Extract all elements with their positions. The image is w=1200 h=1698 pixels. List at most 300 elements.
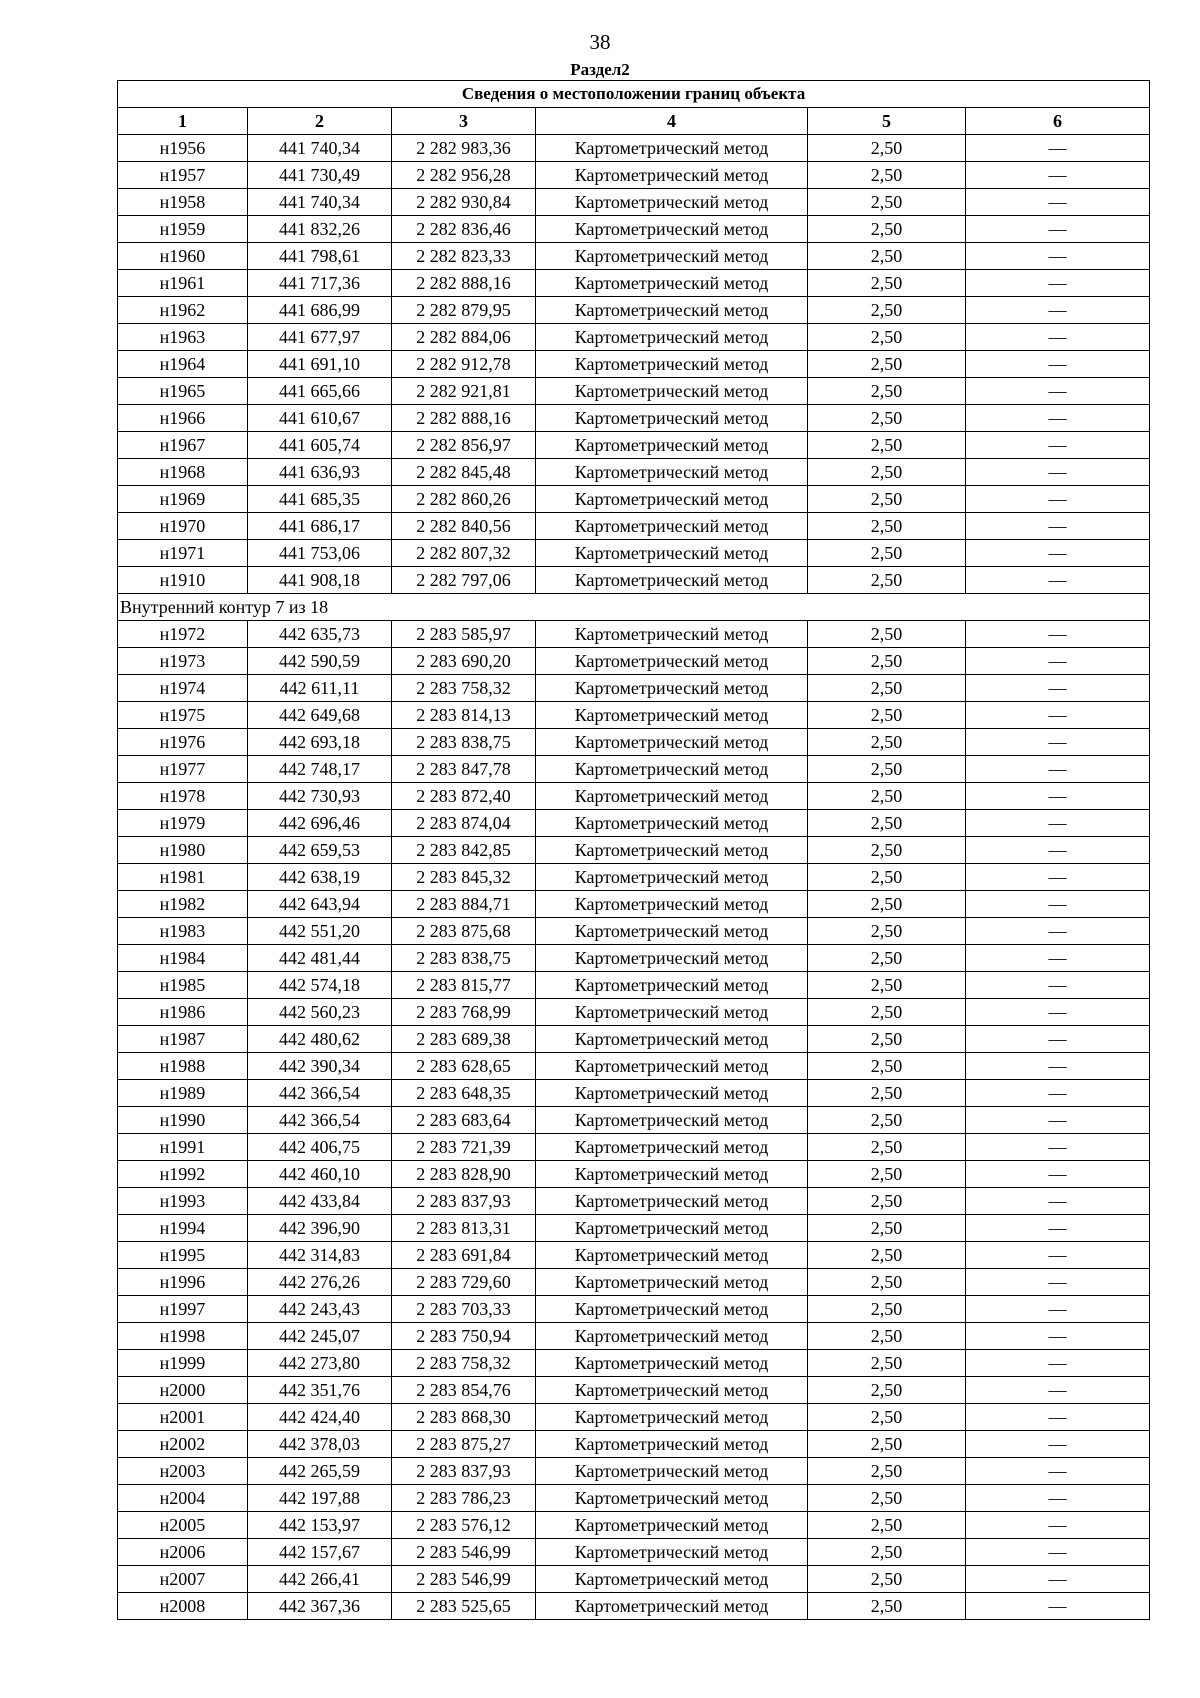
accuracy-cell: 2,50 xyxy=(808,1296,966,1323)
method-cell: Картометрический метод xyxy=(536,189,808,216)
x-coordinate-cell: 441 691,10 xyxy=(248,351,392,378)
x-coordinate-cell: 442 243,43 xyxy=(248,1296,392,1323)
x-coordinate-cell: 442 276,26 xyxy=(248,1269,392,1296)
description-cell: — xyxy=(966,540,1150,567)
description-cell: — xyxy=(966,1242,1150,1269)
accuracy-cell: 2,50 xyxy=(808,810,966,837)
x-coordinate-cell: 442 378,03 xyxy=(248,1431,392,1458)
description-cell: — xyxy=(966,1431,1150,1458)
x-coordinate-cell: 442 314,83 xyxy=(248,1242,392,1269)
point-id-cell: н1963 xyxy=(118,324,248,351)
method-cell: Картометрический метод xyxy=(536,891,808,918)
accuracy-cell: 2,50 xyxy=(808,1539,966,1566)
y-coordinate-cell: 2 282 912,78 xyxy=(392,351,536,378)
description-cell: — xyxy=(966,1593,1150,1620)
point-id-cell: н1966 xyxy=(118,405,248,432)
point-id-cell: н2008 xyxy=(118,1593,248,1620)
method-cell: Картометрический метод xyxy=(536,1431,808,1458)
accuracy-cell: 2,50 xyxy=(808,1215,966,1242)
y-coordinate-cell: 2 283 838,75 xyxy=(392,729,536,756)
description-cell: — xyxy=(966,567,1150,594)
method-cell: Картометрический метод xyxy=(536,864,808,891)
x-coordinate-cell: 442 406,75 xyxy=(248,1134,392,1161)
description-cell: — xyxy=(966,1161,1150,1188)
y-coordinate-cell: 2 282 836,46 xyxy=(392,216,536,243)
x-coordinate-cell: 441 686,99 xyxy=(248,297,392,324)
point-id-cell: н1976 xyxy=(118,729,248,756)
accuracy-cell: 2,50 xyxy=(808,1026,966,1053)
table-caption: Сведения о местоположении границ объекта xyxy=(118,81,1150,108)
description-cell: — xyxy=(966,675,1150,702)
accuracy-cell: 2,50 xyxy=(808,1404,966,1431)
method-cell: Картометрический метод xyxy=(536,1053,808,1080)
description-cell: — xyxy=(966,702,1150,729)
table-row xyxy=(118,1161,1150,1188)
accuracy-cell: 2,50 xyxy=(808,1377,966,1404)
accuracy-cell: 2,50 xyxy=(808,972,966,999)
accuracy-cell: 2,50 xyxy=(808,1188,966,1215)
method-cell: Картометрический метод xyxy=(536,729,808,756)
method-cell: Картометрический метод xyxy=(536,513,808,540)
description-cell: — xyxy=(966,378,1150,405)
x-coordinate-cell: 442 560,23 xyxy=(248,999,392,1026)
y-coordinate-cell: 2 282 888,16 xyxy=(392,270,536,297)
method-cell: Картометрический метод xyxy=(536,702,808,729)
table-row xyxy=(118,567,1150,594)
x-coordinate-cell: 441 636,93 xyxy=(248,459,392,486)
table-row xyxy=(118,1593,1150,1620)
description-cell: — xyxy=(966,216,1150,243)
y-coordinate-cell: 2 283 768,99 xyxy=(392,999,536,1026)
y-coordinate-cell: 2 283 758,32 xyxy=(392,1350,536,1377)
y-coordinate-cell: 2 282 930,84 xyxy=(392,189,536,216)
accuracy-cell: 2,50 xyxy=(808,918,966,945)
method-cell: Картометрический метод xyxy=(536,1215,808,1242)
y-coordinate-cell: 2 283 758,32 xyxy=(392,675,536,702)
y-coordinate-cell: 2 282 956,28 xyxy=(392,162,536,189)
y-coordinate-cell: 2 283 837,93 xyxy=(392,1188,536,1215)
point-id-cell: н2003 xyxy=(118,1458,248,1485)
table-row xyxy=(118,783,1150,810)
y-coordinate-cell: 2 282 860,26 xyxy=(392,486,536,513)
method-cell: Картометрический метод xyxy=(536,1107,808,1134)
method-cell: Картометрический метод xyxy=(536,1350,808,1377)
method-cell: Картометрический метод xyxy=(536,1539,808,1566)
table-row xyxy=(118,297,1150,324)
description-cell: — xyxy=(966,945,1150,972)
method-cell: Картометрический метод xyxy=(536,567,808,594)
x-coordinate-cell: 441 798,61 xyxy=(248,243,392,270)
column-header: 1 xyxy=(118,108,248,135)
table-row xyxy=(118,729,1150,756)
contour-row xyxy=(118,594,1150,621)
description-cell: — xyxy=(966,243,1150,270)
method-cell: Картометрический метод xyxy=(536,810,808,837)
y-coordinate-cell: 2 282 823,33 xyxy=(392,243,536,270)
table-row xyxy=(118,810,1150,837)
accuracy-cell: 2,50 xyxy=(808,162,966,189)
x-coordinate-cell: 441 685,35 xyxy=(248,486,392,513)
x-coordinate-cell: 442 551,20 xyxy=(248,918,392,945)
description-cell: — xyxy=(966,1539,1150,1566)
accuracy-cell: 2,50 xyxy=(808,405,966,432)
x-coordinate-cell: 441 610,67 xyxy=(248,405,392,432)
accuracy-cell: 2,50 xyxy=(808,189,966,216)
method-cell: Картометрический метод xyxy=(536,432,808,459)
y-coordinate-cell: 2 283 845,32 xyxy=(392,864,536,891)
x-coordinate-cell: 442 245,07 xyxy=(248,1323,392,1350)
y-coordinate-cell: 2 283 872,40 xyxy=(392,783,536,810)
table-row xyxy=(118,270,1150,297)
method-cell: Картометрический метод xyxy=(536,135,808,162)
y-coordinate-cell: 2 282 807,32 xyxy=(392,540,536,567)
column-number-row xyxy=(118,108,1150,135)
x-coordinate-cell: 442 574,18 xyxy=(248,972,392,999)
point-id-cell: н2002 xyxy=(118,1431,248,1458)
accuracy-cell: 2,50 xyxy=(808,945,966,972)
point-id-cell: н1957 xyxy=(118,162,248,189)
description-cell: — xyxy=(966,999,1150,1026)
table-row xyxy=(118,1323,1150,1350)
accuracy-cell: 2,50 xyxy=(808,567,966,594)
method-cell: Картометрический метод xyxy=(536,918,808,945)
y-coordinate-cell: 2 283 690,20 xyxy=(392,648,536,675)
table-row xyxy=(118,1026,1150,1053)
method-cell: Картометрический метод xyxy=(536,756,808,783)
table-row xyxy=(118,1242,1150,1269)
accuracy-cell: 2,50 xyxy=(808,729,966,756)
x-coordinate-cell: 441 753,06 xyxy=(248,540,392,567)
point-id-cell: н1995 xyxy=(118,1242,248,1269)
x-coordinate-cell: 442 460,10 xyxy=(248,1161,392,1188)
contour-label: Внутренний контур 7 из 18 xyxy=(118,594,1150,621)
y-coordinate-cell: 2 283 838,75 xyxy=(392,945,536,972)
x-coordinate-cell: 442 157,67 xyxy=(248,1539,392,1566)
y-coordinate-cell: 2 283 837,93 xyxy=(392,1458,536,1485)
x-coordinate-cell: 441 677,97 xyxy=(248,324,392,351)
method-cell: Картометрический метод xyxy=(536,297,808,324)
point-id-cell: н1962 xyxy=(118,297,248,324)
y-coordinate-cell: 2 283 546,99 xyxy=(392,1566,536,1593)
y-coordinate-cell: 2 283 884,71 xyxy=(392,891,536,918)
table-row xyxy=(118,1431,1150,1458)
description-cell: — xyxy=(966,1323,1150,1350)
point-id-cell: н1959 xyxy=(118,216,248,243)
y-coordinate-cell: 2 283 813,31 xyxy=(392,1215,536,1242)
y-coordinate-cell: 2 283 875,27 xyxy=(392,1431,536,1458)
table-row xyxy=(118,162,1150,189)
point-id-cell: н1990 xyxy=(118,1107,248,1134)
description-cell: — xyxy=(966,972,1150,999)
table-row xyxy=(118,945,1150,972)
table-row xyxy=(118,1296,1150,1323)
accuracy-cell: 2,50 xyxy=(808,135,966,162)
x-coordinate-cell: 441 908,18 xyxy=(248,567,392,594)
description-cell: — xyxy=(966,1134,1150,1161)
method-cell: Картометрический метод xyxy=(536,162,808,189)
method-cell: Картометрический метод xyxy=(536,1188,808,1215)
table-row xyxy=(118,540,1150,567)
table-row xyxy=(118,324,1150,351)
x-coordinate-cell: 441 717,36 xyxy=(248,270,392,297)
accuracy-cell: 2,50 xyxy=(808,1323,966,1350)
description-cell: — xyxy=(966,1350,1150,1377)
column-header: 6 xyxy=(966,108,1150,135)
point-id-cell: н1993 xyxy=(118,1188,248,1215)
description-cell: — xyxy=(966,648,1150,675)
table-row xyxy=(118,1485,1150,1512)
point-id-cell: н1986 xyxy=(118,999,248,1026)
point-id-cell: н1967 xyxy=(118,432,248,459)
table-row xyxy=(118,513,1150,540)
description-cell: — xyxy=(966,810,1150,837)
description-cell: — xyxy=(966,1026,1150,1053)
y-coordinate-cell: 2 282 884,06 xyxy=(392,324,536,351)
table-row xyxy=(118,1188,1150,1215)
method-cell: Картометрический метод xyxy=(536,324,808,351)
point-id-cell: н2000 xyxy=(118,1377,248,1404)
description-cell: — xyxy=(966,513,1150,540)
accuracy-cell: 2,50 xyxy=(808,1458,966,1485)
point-id-cell: н1977 xyxy=(118,756,248,783)
accuracy-cell: 2,50 xyxy=(808,864,966,891)
x-coordinate-cell: 442 693,18 xyxy=(248,729,392,756)
x-coordinate-cell: 442 366,54 xyxy=(248,1080,392,1107)
description-cell: — xyxy=(966,1296,1150,1323)
accuracy-cell: 2,50 xyxy=(808,1512,966,1539)
point-id-cell: н1968 xyxy=(118,459,248,486)
description-cell: — xyxy=(966,891,1150,918)
description-cell: — xyxy=(966,405,1150,432)
y-coordinate-cell: 2 282 840,56 xyxy=(392,513,536,540)
section-title: Раздел2 xyxy=(570,60,630,79)
point-id-cell: н1975 xyxy=(118,702,248,729)
point-id-cell: н1979 xyxy=(118,810,248,837)
point-id-cell: н1981 xyxy=(118,864,248,891)
y-coordinate-cell: 2 283 689,38 xyxy=(392,1026,536,1053)
description-cell: — xyxy=(966,1080,1150,1107)
method-cell: Картометрический метод xyxy=(536,1080,808,1107)
point-id-cell: н1969 xyxy=(118,486,248,513)
table-row xyxy=(118,972,1150,999)
y-coordinate-cell: 2 283 750,94 xyxy=(392,1323,536,1350)
accuracy-cell: 2,50 xyxy=(808,1593,966,1620)
accuracy-cell: 2,50 xyxy=(808,1269,966,1296)
accuracy-cell: 2,50 xyxy=(808,756,966,783)
y-coordinate-cell: 2 283 691,84 xyxy=(392,1242,536,1269)
method-cell: Картометрический метод xyxy=(536,837,808,864)
description-cell: — xyxy=(966,1458,1150,1485)
x-coordinate-cell: 442 197,88 xyxy=(248,1485,392,1512)
method-cell: Картометрический метод xyxy=(536,999,808,1026)
method-cell: Картометрический метод xyxy=(536,1323,808,1350)
point-id-cell: н1960 xyxy=(118,243,248,270)
method-cell: Картометрический метод xyxy=(536,945,808,972)
description-cell: — xyxy=(966,270,1150,297)
point-id-cell: н2007 xyxy=(118,1566,248,1593)
accuracy-cell: 2,50 xyxy=(808,648,966,675)
accuracy-cell: 2,50 xyxy=(808,459,966,486)
table-row xyxy=(118,999,1150,1026)
x-coordinate-cell: 442 424,40 xyxy=(248,1404,392,1431)
y-coordinate-cell: 2 283 525,65 xyxy=(392,1593,536,1620)
y-coordinate-cell: 2 282 797,06 xyxy=(392,567,536,594)
y-coordinate-cell: 2 282 983,36 xyxy=(392,135,536,162)
point-id-cell: н1989 xyxy=(118,1080,248,1107)
y-coordinate-cell: 2 282 845,48 xyxy=(392,459,536,486)
x-coordinate-cell: 442 396,90 xyxy=(248,1215,392,1242)
x-coordinate-cell: 442 481,44 xyxy=(248,945,392,972)
table-row xyxy=(118,243,1150,270)
table-row xyxy=(118,648,1150,675)
method-cell: Картометрический метод xyxy=(536,1296,808,1323)
y-coordinate-cell: 2 282 856,97 xyxy=(392,432,536,459)
point-id-cell: н1983 xyxy=(118,918,248,945)
accuracy-cell: 2,50 xyxy=(808,1431,966,1458)
table-row xyxy=(118,1269,1150,1296)
y-coordinate-cell: 2 282 888,16 xyxy=(392,405,536,432)
point-id-cell: н1971 xyxy=(118,540,248,567)
description-cell: — xyxy=(966,189,1150,216)
point-id-cell: н1978 xyxy=(118,783,248,810)
description-cell: — xyxy=(966,918,1150,945)
table-row xyxy=(118,1404,1150,1431)
table-row xyxy=(118,351,1150,378)
method-cell: Картометрический метод xyxy=(536,1566,808,1593)
y-coordinate-cell: 2 283 874,04 xyxy=(392,810,536,837)
description-cell: — xyxy=(966,459,1150,486)
description-cell: — xyxy=(966,297,1150,324)
table-row xyxy=(118,918,1150,945)
y-coordinate-cell: 2 283 628,65 xyxy=(392,1053,536,1080)
description-cell: — xyxy=(966,756,1150,783)
method-cell: Картометрический метод xyxy=(536,1485,808,1512)
point-id-cell: н1982 xyxy=(118,891,248,918)
y-coordinate-cell: 2 283 868,30 xyxy=(392,1404,536,1431)
table-row xyxy=(118,621,1150,648)
x-coordinate-cell: 442 351,76 xyxy=(248,1377,392,1404)
point-id-cell: н1961 xyxy=(118,270,248,297)
method-cell: Картометрический метод xyxy=(536,216,808,243)
x-coordinate-cell: 441 740,34 xyxy=(248,135,392,162)
table-row xyxy=(118,864,1150,891)
accuracy-cell: 2,50 xyxy=(808,1161,966,1188)
method-cell: Картометрический метод xyxy=(536,1404,808,1431)
point-id-cell: н2005 xyxy=(118,1512,248,1539)
table-row xyxy=(118,1134,1150,1161)
method-cell: Картометрический метод xyxy=(536,621,808,648)
x-coordinate-cell: 442 638,19 xyxy=(248,864,392,891)
method-cell: Картометрический метод xyxy=(536,1269,808,1296)
description-cell: — xyxy=(966,837,1150,864)
boundary-coordinates-table xyxy=(117,80,1150,1620)
y-coordinate-cell: 2 282 921,81 xyxy=(392,378,536,405)
point-id-cell: н1972 xyxy=(118,621,248,648)
description-cell: — xyxy=(966,1053,1150,1080)
point-id-cell: н1996 xyxy=(118,1269,248,1296)
table-row xyxy=(118,1053,1150,1080)
accuracy-cell: 2,50 xyxy=(808,297,966,324)
table-row xyxy=(118,837,1150,864)
description-cell: — xyxy=(966,729,1150,756)
column-header: 5 xyxy=(808,108,966,135)
accuracy-cell: 2,50 xyxy=(808,891,966,918)
method-cell: Картометрический метод xyxy=(536,1026,808,1053)
y-coordinate-cell: 2 283 786,23 xyxy=(392,1485,536,1512)
point-id-cell: н1980 xyxy=(118,837,248,864)
accuracy-cell: 2,50 xyxy=(808,378,966,405)
column-header: 4 xyxy=(536,108,808,135)
description-cell: — xyxy=(966,432,1150,459)
accuracy-cell: 2,50 xyxy=(808,702,966,729)
point-id-cell: н1998 xyxy=(118,1323,248,1350)
y-coordinate-cell: 2 283 729,60 xyxy=(392,1269,536,1296)
point-id-cell: н1974 xyxy=(118,675,248,702)
accuracy-cell: 2,50 xyxy=(808,1107,966,1134)
method-cell: Картометрический метод xyxy=(536,405,808,432)
method-cell: Картометрический метод xyxy=(536,1377,808,1404)
x-coordinate-cell: 442 649,68 xyxy=(248,702,392,729)
accuracy-cell: 2,50 xyxy=(808,621,966,648)
x-coordinate-cell: 442 480,62 xyxy=(248,1026,392,1053)
accuracy-cell: 2,50 xyxy=(808,351,966,378)
x-coordinate-cell: 442 635,73 xyxy=(248,621,392,648)
y-coordinate-cell: 2 283 854,76 xyxy=(392,1377,536,1404)
description-cell: — xyxy=(966,1269,1150,1296)
accuracy-cell: 2,50 xyxy=(808,270,966,297)
y-coordinate-cell: 2 283 875,68 xyxy=(392,918,536,945)
x-coordinate-cell: 442 696,46 xyxy=(248,810,392,837)
point-id-cell: н1956 xyxy=(118,135,248,162)
x-coordinate-cell: 442 266,41 xyxy=(248,1566,392,1593)
description-cell: — xyxy=(966,324,1150,351)
description-cell: — xyxy=(966,1485,1150,1512)
description-cell: — xyxy=(966,1107,1150,1134)
description-cell: — xyxy=(966,621,1150,648)
accuracy-cell: 2,50 xyxy=(808,324,966,351)
method-cell: Картометрический метод xyxy=(536,459,808,486)
point-id-cell: н1994 xyxy=(118,1215,248,1242)
description-cell: — xyxy=(966,864,1150,891)
y-coordinate-cell: 2 283 721,39 xyxy=(392,1134,536,1161)
point-id-cell: н1958 xyxy=(118,189,248,216)
y-coordinate-cell: 2 283 683,64 xyxy=(392,1107,536,1134)
x-coordinate-cell: 442 659,53 xyxy=(248,837,392,864)
accuracy-cell: 2,50 xyxy=(808,783,966,810)
point-id-cell: н1970 xyxy=(118,513,248,540)
point-id-cell: н1965 xyxy=(118,378,248,405)
y-coordinate-cell: 2 283 815,77 xyxy=(392,972,536,999)
table-caption-row xyxy=(118,81,1150,108)
x-coordinate-cell: 441 832,26 xyxy=(248,216,392,243)
table-row xyxy=(118,1458,1150,1485)
y-coordinate-cell: 2 283 648,35 xyxy=(392,1080,536,1107)
method-cell: Картометрический метод xyxy=(536,1512,808,1539)
table-row xyxy=(118,189,1150,216)
method-cell: Картометрический метод xyxy=(536,1458,808,1485)
table-row xyxy=(118,459,1150,486)
accuracy-cell: 2,50 xyxy=(808,1242,966,1269)
x-coordinate-cell: 442 433,84 xyxy=(248,1188,392,1215)
description-cell: — xyxy=(966,783,1150,810)
method-cell: Картометрический метод xyxy=(536,540,808,567)
point-id-cell: н2001 xyxy=(118,1404,248,1431)
x-coordinate-cell: 442 273,80 xyxy=(248,1350,392,1377)
accuracy-cell: 2,50 xyxy=(808,513,966,540)
description-cell: — xyxy=(966,1377,1150,1404)
point-id-cell: н1997 xyxy=(118,1296,248,1323)
column-header: 2 xyxy=(248,108,392,135)
